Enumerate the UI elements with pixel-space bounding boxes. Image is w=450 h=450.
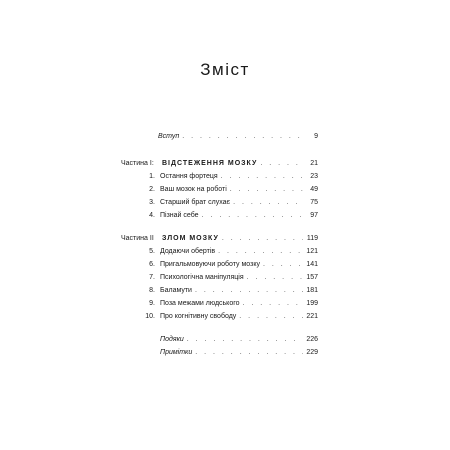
toc-entry-part-1[interactable] xyxy=(162,158,318,169)
toc-entry-part-2[interactable] xyxy=(162,233,318,244)
dot-leader xyxy=(182,131,303,142)
chapter-number: 4. xyxy=(149,212,155,219)
dot-leader xyxy=(187,334,303,345)
toc-entry-label: Вступ xyxy=(158,133,180,140)
chapter-number: 10. xyxy=(145,313,155,320)
dot-leader xyxy=(195,285,303,296)
dot-leader xyxy=(230,184,303,195)
toc-page-number: 157 xyxy=(306,274,318,281)
chapter-title: Пригальмовуючи роботу мозку xyxy=(160,261,260,268)
dot-leader xyxy=(218,246,303,257)
toc-entry-chapter[interactable] xyxy=(160,197,318,208)
page-title: Зміст xyxy=(200,60,250,79)
chapter-title: Старший брат слухає xyxy=(160,199,231,206)
chapter-number: 1. xyxy=(149,173,155,180)
toc-page-number: 221 xyxy=(306,313,318,320)
toc-entry-chapter[interactable] xyxy=(160,184,318,195)
dot-leader xyxy=(195,347,303,358)
toc-entry-chapter[interactable] xyxy=(160,298,318,309)
toc-page-number: 75 xyxy=(310,199,318,206)
toc-entry-intro[interactable] xyxy=(158,131,318,142)
toc-page-number: 229 xyxy=(306,349,318,356)
toc-page-number: 9 xyxy=(314,133,318,140)
chapter-number: 6. xyxy=(149,261,155,268)
chapter-number: 3. xyxy=(149,199,155,206)
part-title: ВІДСТЕЖЕННЯ МОЗКУ xyxy=(162,160,258,167)
toc-page-number: 49 xyxy=(310,186,318,193)
toc-entry-chapter[interactable] xyxy=(160,285,318,296)
dot-leader xyxy=(239,311,303,322)
chapter-title: Додаючи обертів xyxy=(160,248,216,255)
toc-page-number: 141 xyxy=(306,261,318,268)
toc-page-number: 181 xyxy=(306,287,318,294)
dot-leader xyxy=(243,298,303,309)
toc-entry-chapter[interactable] xyxy=(160,272,318,283)
part-label: Частина II xyxy=(121,235,154,242)
toc-entry-notes[interactable] xyxy=(160,347,318,358)
toc-entry-label: Подяки xyxy=(160,336,184,343)
toc-entry-label: Примітки xyxy=(160,349,193,356)
dot-leader xyxy=(221,171,303,182)
toc-entry-chapter[interactable] xyxy=(160,246,318,257)
toc-page-number: 23 xyxy=(310,173,318,180)
chapter-number: 5. xyxy=(149,248,155,255)
toc-page-number: 21 xyxy=(310,160,318,167)
chapter-title: Психологічна маніпуляція xyxy=(160,274,244,281)
toc-entry-acknowledgements[interactable] xyxy=(160,334,318,345)
toc-entry-chapter[interactable] xyxy=(160,311,318,322)
chapter-title: Ваш мозок на роботі xyxy=(160,186,227,193)
toc-page-number: 226 xyxy=(306,336,318,343)
toc-entry-chapter[interactable] xyxy=(160,259,318,270)
chapter-title: Остання фортеця xyxy=(160,173,218,180)
toc-page-number: 121 xyxy=(306,248,318,255)
chapter-title: Пізнай себе xyxy=(160,212,199,219)
dot-leader xyxy=(247,272,303,283)
dot-leader xyxy=(233,197,303,208)
dot-leader xyxy=(222,233,303,244)
chapter-number: 9. xyxy=(149,300,155,307)
chapter-number: 8. xyxy=(149,287,155,294)
chapter-title: Про когнітивну свободу xyxy=(160,313,237,320)
dot-leader xyxy=(202,210,303,221)
chapter-number: 7. xyxy=(149,274,155,281)
chapter-title: Баламути xyxy=(160,287,192,294)
toc-page-number: 119 xyxy=(306,235,318,242)
chapter-title: Поза межами людського xyxy=(160,300,240,307)
toc-page-number: 97 xyxy=(310,212,318,219)
toc-entry-chapter[interactable] xyxy=(160,210,318,221)
toc-page-number: 199 xyxy=(306,300,318,307)
chapter-number: 2. xyxy=(149,186,155,193)
dot-leader xyxy=(260,158,303,169)
dot-leader xyxy=(263,259,303,270)
toc-entry-chapter[interactable] xyxy=(160,171,318,182)
part-title: ЗЛОМ МОЗКУ xyxy=(162,235,219,242)
part-label: Частина I: xyxy=(121,160,154,167)
